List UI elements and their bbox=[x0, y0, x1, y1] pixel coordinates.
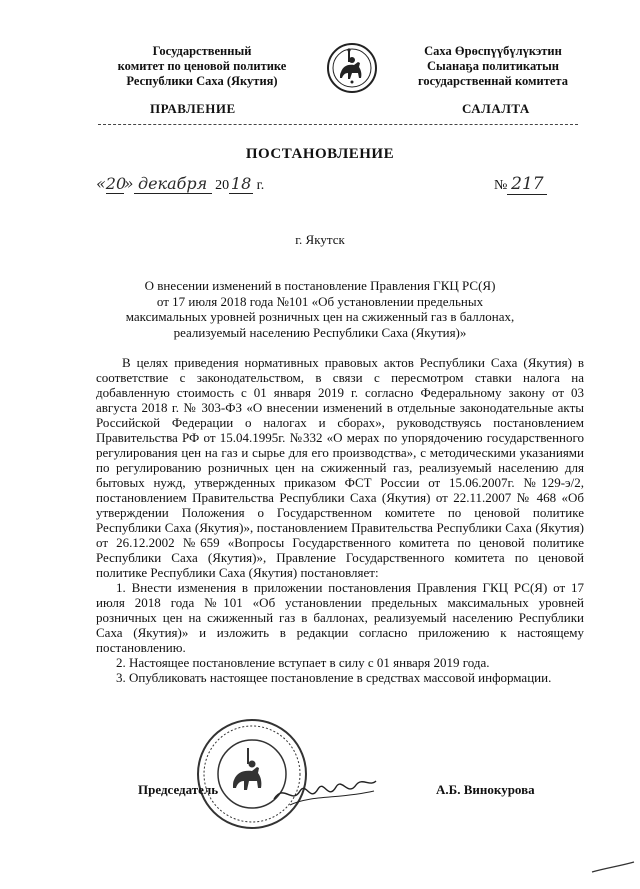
body-item-3: 3. Опубликовать настоящее постановление в средствах массовой информации. bbox=[116, 670, 552, 685]
sakha-emblem-icon bbox=[326, 42, 378, 94]
subject-line-1: О внесении изменений в постановление Правления ГКЦ РС(Я) bbox=[144, 278, 496, 293]
number-sign: № bbox=[494, 178, 508, 193]
chair-label: Председатель bbox=[138, 782, 219, 797]
org-name-ru bbox=[92, 44, 312, 89]
org-name-ru-line-3: Республики Саха (Якутия) bbox=[126, 74, 278, 88]
document-city: г. Якутск bbox=[295, 232, 345, 247]
org-name-sakha-line-3: государственнай комитета bbox=[418, 74, 568, 88]
org-name-ru-line-2: комитет по ценовой политике bbox=[117, 59, 287, 73]
org-name-ru-line-1: Государственный bbox=[152, 44, 252, 58]
date-year-prefix: 20 bbox=[215, 178, 230, 193]
board-label-sakha: САЛАЛТА bbox=[462, 101, 530, 116]
org-name-sakha bbox=[378, 44, 608, 89]
date-close-quote: » bbox=[123, 174, 134, 193]
chair-name: А.Б. Винокурова bbox=[436, 782, 535, 797]
date-year-suffix: 18 bbox=[230, 174, 252, 193]
number-value: 217 bbox=[507, 174, 547, 195]
document-date bbox=[96, 174, 264, 194]
pen-stroke-icon bbox=[590, 860, 636, 874]
header-divider bbox=[98, 124, 578, 125]
board-label-ru: ПРАВЛЕНИЕ bbox=[150, 101, 236, 116]
document-number bbox=[494, 174, 547, 195]
body-item-2: 2. Настоящее постановление вступает в силу с 01 января 2019 года. bbox=[116, 655, 490, 670]
document-subject bbox=[110, 278, 530, 340]
date-month: декабря bbox=[134, 174, 212, 194]
handwritten-signature-icon bbox=[270, 765, 380, 815]
date-day: 20 bbox=[105, 174, 127, 193]
document-body bbox=[96, 355, 584, 685]
body-preamble: В целях приведения нормативных правовых актов Республики Саха (Якутия) в соответствие с законодательством, в связи с пересмотром ставки налога на добавленную стоимость с 01 января 2019 г. согласно Федеральному закону от 03 августа 2018 г. № 303-ФЗ «О внесении изменений в отдельные законодательные акты Российской Федерации о налогах и сборах», руководствуясь постановлением Правительства РФ от 15.04.1995г. №332 «О мерах по упорядочению государственного регулирования цен на газ и сырье для его производства», с методическими указаниями по регулированию розничных цен на сжиженный газ, реализуемый населению для бытовых нужд, утвержденных приказом ФСТ России от 15.06.2007г. №129-э/2, постановлением Правительства Республики Саха (Якутия) от 22.11.2007 № 468 «Об утверждении Положения о Государственном комитете по ценовой политике Республики Саха (Якутия)», постановлением Правительства Республики Саха (Якутия) от 26.12.2002 №659 «Вопросы Государственного комитета по ценовой политике Республики Саха (Якутия)», Правление Государственного комитета по ценовой политике Республики Саха (Якутия) постановляет: bbox=[96, 355, 584, 580]
date-year-unit: г. bbox=[256, 178, 265, 193]
org-name-sakha-line-2: Сыанаҕа политикатын bbox=[427, 59, 559, 73]
subject-line-4: реализуемый населению Республики Саха (Якутия)» bbox=[173, 324, 467, 340]
subject-line-2: от 17 июля 2018 года №101 «Об установлении предельных bbox=[156, 293, 484, 309]
date-open-quote: « bbox=[96, 174, 106, 193]
document-title: ПОСТАНОВЛЕНИЕ bbox=[245, 146, 395, 162]
org-name-sakha-line-1: Саха Өрөспүүбүлүкэтин bbox=[424, 44, 562, 58]
body-item-1: 1. Внести изменения в приложении постановления Правления ГКЦ РС(Я) от 17 июля 2018 года №101 «Об установлении предельных максимальных уровней розничных цен на сжиженный газ в баллонах, реализуемый населению Республики Саха (Якутия)» и изложить в редакции согласно приложению к настоящему постановлению. bbox=[96, 580, 584, 655]
subject-line-3: максимальных уровней розничных цен на сжиженный газ в баллонах, bbox=[125, 309, 515, 324]
